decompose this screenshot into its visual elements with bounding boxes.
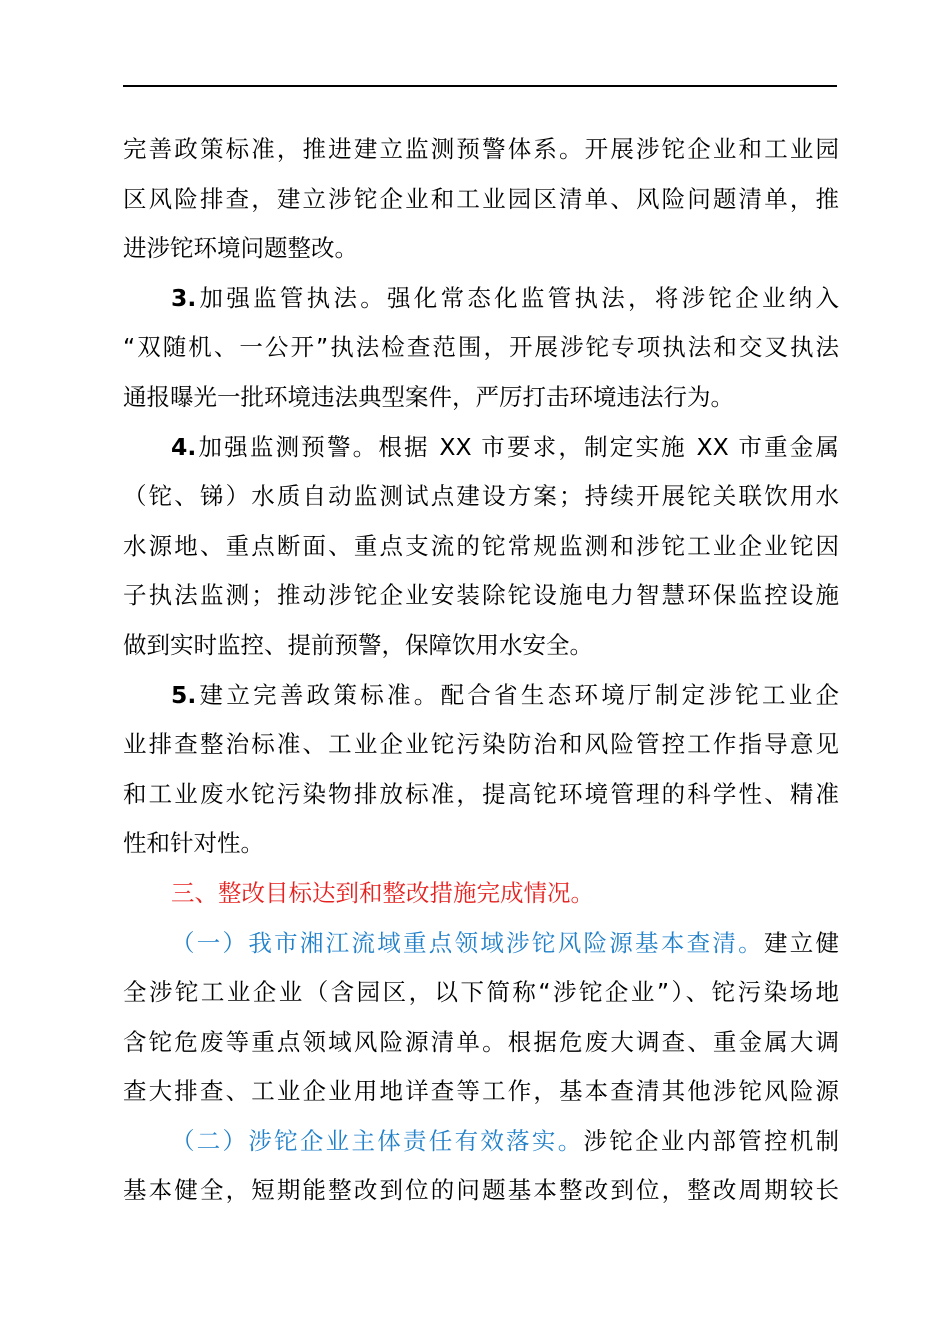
line-text: 建立健 [763,928,840,957]
text-line: 进涉铊环境问题整改。 [123,234,358,263]
text-line: 全涉铊工业企业（含园区，以下简称“涉铊企业”）、铊污染场地 [123,978,839,1007]
document-body [123,125,839,1216]
section-heading-3: 三、整改目标达到和整改措施完成情况。 [171,878,594,907]
numbered-paragraph-5 [123,671,839,721]
line-text: 加强监测预警。根据 XX 市要求，制定实施 XX 市重金属 [196,432,839,461]
line-text: 加强监管执法。强化常态化监管执法，将涉铊企业纳入 [196,283,839,312]
line-text: 建立完善政策标准。配合省生态环境厅制定涉铊工业企 [196,680,839,709]
subsection-heading: （一）我市湘江流域重点领域涉铊风险源基本查清。 [171,928,764,957]
text-line: 水源地、重点断面、重点支流的铊常规监测和涉铊工业企业铊因 [123,531,839,560]
text-line: 含铊危废等重点领域风险源清单。根据危废大调查、重金属大调 [123,1027,839,1056]
header-rule [123,85,837,87]
text-line: 和工业废水铊污染物排放标准，提高铊环境管理的科学性、精准 [123,779,839,808]
text-line: 区风险排查，建立涉铊企业和工业园区清单、风险问题清单，推 [123,184,839,213]
text-line: （铊、锑）水质自动监测试点建设方案；持续开展铊关联饮用水 [123,482,839,511]
text-line: “双随机、一公开”执法检查范围，开展涉铊专项执法和交叉执法 [123,333,839,362]
text-line: 通报曝光一批环境违法典型案件，严厉打击环境违法行为。 [123,382,734,411]
item-number: 4. [171,432,197,461]
text-line: 基本健全，短期能整改到位的问题基本整改到位，整改周期较长 [123,1176,839,1205]
numbered-paragraph-4 [123,423,839,473]
text-line: 完善政策标准，推进建立监测预警体系。开展涉铊企业和工业园 [123,135,839,163]
item-number: 3. [171,283,197,312]
subsection-heading: （二）涉铊企业主体责任有效落实。 [171,1126,584,1155]
line-text: 涉铊企业内部管控机制 [583,1126,840,1155]
subsection-paragraph-2 [123,1117,839,1167]
text-line: 做到实时监控、提前预警，保障饮用水安全。 [123,630,593,659]
text-line: 性和针对性。 [123,829,264,858]
text-line: 查大排查、工业企业用地详查等工作，基本查清其他涉铊风险源 [123,1077,839,1106]
item-number: 5. [171,680,197,709]
subsection-paragraph-1 [123,919,839,969]
text-line: 业排查整治标准、工业企业铊污染防治和风险管控工作指导意见 [123,730,839,759]
numbered-paragraph-3 [123,274,839,324]
text-line: 子执法监测；推动涉铊企业安装除铊设施电力智慧环保监控设施 [123,581,839,610]
